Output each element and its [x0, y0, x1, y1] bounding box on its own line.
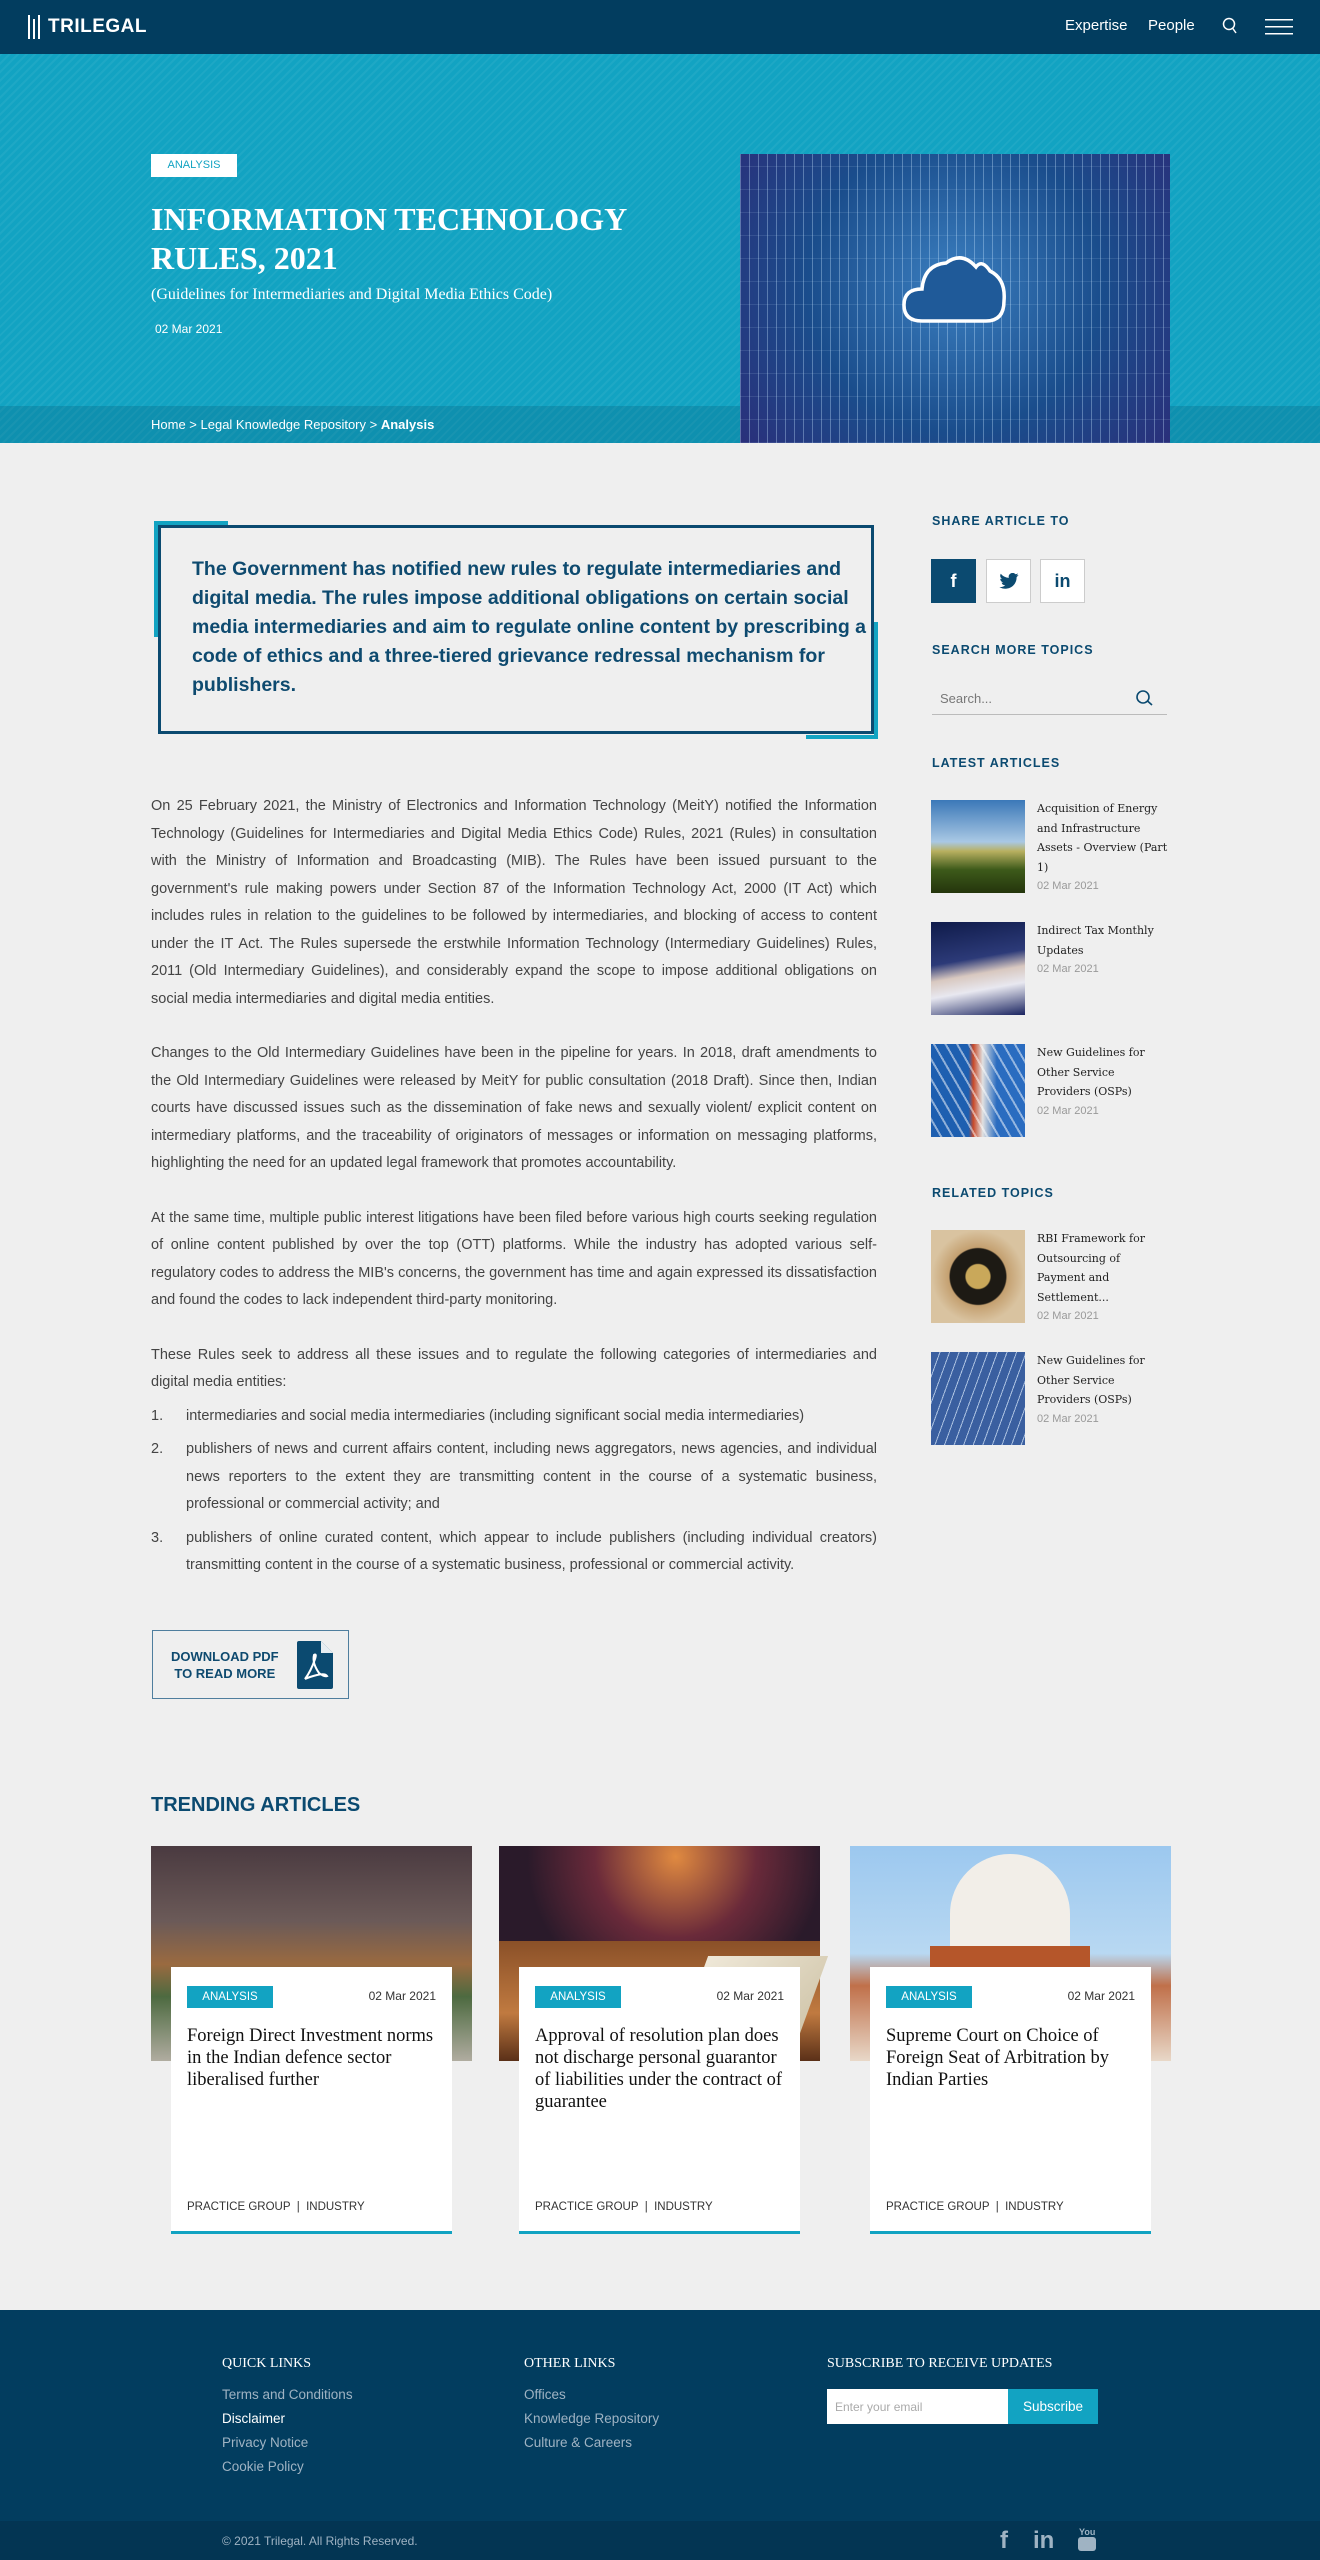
article-title: Indirect Tax Monthly Updates	[1037, 924, 1154, 957]
search-heading: SEARCH MORE TOPICS	[932, 643, 1094, 657]
page-subtitle: (Guidelines for Intermediaries and Digital Media Ethics Code)	[151, 286, 553, 303]
article-title: RBI Framework for Outsourcing of Payment and Settlement...	[1037, 1232, 1146, 1304]
subscribe-heading: SUBSCRIBE TO RECEIVE UPDATES	[827, 2356, 1053, 2371]
quote-accent	[806, 735, 878, 739]
trending-heading: TRENDING ARTICLES	[151, 1794, 361, 1816]
download-pdf-button[interactable]	[152, 1630, 349, 1699]
article-title: New Guidelines for Other Service Providers (OSPs)	[1037, 1046, 1145, 1098]
latest-articles-heading: LATEST ARTICLES	[932, 756, 1061, 770]
trilegal-logo[interactable]	[28, 13, 147, 41]
share-facebook-button[interactable]	[931, 559, 976, 603]
footer-link-knowledge[interactable]: Knowledge Repository	[524, 2411, 660, 2426]
nav-expertise[interactable]: Expertise	[1065, 17, 1128, 34]
article-thumbnail	[931, 1044, 1025, 1137]
card-date: 02 Mar 2021	[1067, 1989, 1135, 2003]
footer-link-cookie[interactable]: Cookie Policy	[222, 2459, 304, 2474]
paragraph: These Rules seek to address all these issues and to regulate the following categories of intermediaries and digital media entities:	[151, 1346, 877, 1390]
search-field	[932, 682, 1167, 715]
article-thumbnail	[931, 922, 1025, 1015]
hero-image-circuit-cloud	[740, 154, 1170, 443]
article-date: 02 Mar 2021	[1037, 1412, 1099, 1425]
paragraph: Changes to the Old Intermediary Guidelines have been in the pipeline for years. In 2018, draft amendments to the Old Intermediary Guidelines were released by MeitY for public consultation (2018 Draft). Since then, Indian courts have discussed issues such as the dissemination of fake news and sexually violent/ explicit content on intermediary platforms, and the traceability of originators of messages or information on messaging platforms, highlighting the need for an updated legal framework that promotes accountability.	[151, 1045, 877, 1171]
article-thumbnail	[931, 1352, 1025, 1445]
latest-article-item[interactable]	[931, 1044, 1171, 1137]
quote-accent	[154, 521, 228, 525]
category-tag[interactable]: ANALYSIS	[187, 1986, 273, 2008]
card-title[interactable]: Foreign Direct Investment norms in the Indian defence sector liberalised further	[187, 2026, 434, 2090]
footer-link-privacy[interactable]: Privacy Notice	[222, 2435, 309, 2450]
footer-link-careers[interactable]: Culture & Careers	[524, 2435, 633, 2450]
latest-article-item[interactable]	[931, 800, 1171, 893]
category-tag[interactable]: ANALYSIS	[151, 154, 237, 177]
article-title: New Guidelines for Other Service Providers (OSPs)	[1037, 1354, 1145, 1406]
list-number: 1.	[151, 1407, 164, 1424]
card-meta: PRACTICE GROUP | INDUSTRY	[535, 2201, 713, 2213]
trending-card[interactable]	[870, 1967, 1151, 2234]
twitter-icon	[999, 573, 1019, 589]
list-item	[151, 1436, 877, 1519]
footer-link-offices[interactable]: Offices	[524, 2387, 566, 2402]
email-input[interactable]	[827, 2389, 1008, 2424]
list-text: publishers of news and current affairs content, including news aggregators, news agencies, and individual news reporters to the extent they are transmitting content in the course of a systematic business, professional or commercial activity; and	[186, 1441, 877, 1512]
paragraph: On 25 February 2021, the Ministry of Electronics and Information Technology (MeitY) notified the Information Technology (Guidelines for Intermediaries and Digital Media Ethics Code) Rules, 2021 (Rules) in consultation with the Ministry of Information and Broadcasting (MIB). The Rules have been issued pursuant to the government's rule making powers under Section 87 of the Information Technology Act, 2000 (IT Act) which includes rules in relation to the guidelines to be followed by intermediaries, and blocking of access to content under the IT Act. The Rules supersede the erstwhile Information Technology (Intermediary Guidelines) Rules, 2011 (Old Intermediary Guidelines), and considerably expand the scope to impose additional obligations on social media intermediaries and digital media entities.	[151, 798, 877, 1007]
quick-links-list	[222, 2383, 353, 2479]
breadcrumb-separator: >	[366, 417, 381, 432]
logo-mark-icon	[28, 15, 40, 39]
related-topics-heading: RELATED TOPICS	[932, 1186, 1054, 1200]
category-tag[interactable]: ANALYSIS	[535, 1986, 621, 2008]
download-label: DOWNLOAD PDF TO READ MORE	[171, 1648, 279, 1681]
pdf-file-icon	[297, 1641, 333, 1689]
article-date: 02 Mar 2021	[1037, 1104, 1099, 1117]
card-date: 02 Mar 2021	[368, 1989, 436, 2003]
article-thumbnail	[931, 800, 1025, 893]
logo-text: TRILEGAL	[48, 16, 147, 37]
svg-text:You: You	[1079, 2527, 1096, 2537]
list-item	[151, 1525, 877, 1580]
card-meta: PRACTICE GROUP | INDUSTRY	[886, 2201, 1064, 2213]
category-tag[interactable]: ANALYSIS	[886, 1986, 972, 2008]
article-body	[151, 793, 877, 1586]
footer-link-disclaimer[interactable]: Disclaimer	[222, 2411, 286, 2426]
share-linkedin-button[interactable]	[1040, 559, 1085, 603]
other-links-heading: OTHER LINKS	[524, 2356, 616, 2371]
footer-link-terms[interactable]: Terms and Conditions	[222, 2387, 353, 2402]
article-date: 02 Mar 2021	[1037, 880, 1099, 892]
trending-card[interactable]	[519, 1967, 800, 2234]
search-icon[interactable]	[1222, 17, 1238, 40]
footer-bottom-bar	[0, 2521, 1320, 2560]
hero-banner	[0, 54, 1320, 443]
other-links-list	[524, 2383, 659, 2455]
card-title[interactable]: Approval of resolution plan does not discharge personal guarantor of liabilities under the contract of guarantee	[535, 2026, 783, 2112]
share-twitter-button[interactable]	[986, 559, 1031, 603]
search-icon[interactable]	[1135, 689, 1155, 707]
latest-article-item[interactable]	[931, 922, 1171, 1015]
quick-links-heading: QUICK LINKS	[222, 2356, 312, 2371]
publish-date: 02 Mar 2021	[155, 322, 223, 336]
linkedin-icon[interactable]: in	[1033, 2527, 1055, 2554]
facebook-icon: f	[950, 570, 957, 591]
card-title[interactable]: Supreme Court on Choice of Foreign Seat of Arbitration by Indian Parties	[886, 2026, 1109, 2090]
breadcrumb-current: Analysis	[380, 417, 435, 432]
card-date: 02 Mar 2021	[716, 1989, 784, 2003]
list-text: publishers of online curated content, which appear to include publishers (including individual creators) transmitting content in the course of a systematic business, professional or commercial activity.	[186, 1529, 877, 1573]
linkedin-icon: in	[1054, 570, 1071, 591]
card-meta: PRACTICE GROUP | INDUSTRY	[187, 2201, 365, 2213]
share-heading: SHARE ARTICLE TO	[932, 514, 1070, 528]
list-number: 3.	[151, 1529, 164, 1546]
quote-accent	[154, 521, 158, 637]
site-header	[0, 0, 1320, 54]
quote-accent	[874, 622, 878, 739]
subscribe-button[interactable]: Subscribe	[1008, 2389, 1098, 2424]
trending-card[interactable]	[171, 1967, 452, 2234]
hamburger-menu-icon[interactable]	[1265, 19, 1293, 40]
youtube-icon[interactable]	[1077, 2526, 1097, 2557]
related-topic-item[interactable]	[931, 1352, 1171, 1445]
breadcrumb-home[interactable]: Home	[151, 417, 186, 432]
article-date: 02 Mar 2021	[1037, 963, 1099, 975]
search-input[interactable]	[932, 691, 1135, 706]
facebook-icon[interactable]: f	[1000, 2527, 1008, 2554]
article-title: Acquisition of Energy and Infrastructure Assets - Overview (Part 1)	[1037, 802, 1168, 874]
breadcrumb-separator: >	[185, 417, 201, 432]
cloud-icon	[900, 249, 1010, 329]
related-topic-item[interactable]	[931, 1230, 1171, 1323]
summary-quote-text: The Government has notified new rules to regulate intermediaries and digital media. The rules impose additional obligations on certain social media intermediaries and aim to regulate online content by prescribing a code of ethics and a three-tiered grievance redressal mechanism for publishers.	[192, 558, 866, 696]
article-date: 02 Mar 2021	[1037, 1310, 1099, 1322]
copyright: © 2021 Trilegal. All Rights Reserved.	[222, 2534, 418, 2548]
breadcrumb-repository[interactable]: Legal Knowledge Repository	[200, 417, 367, 432]
paragraph: At the same time, multiple public interest litigations have been filed before various high courts seeking regulation of online content published by over the top (OTT) platforms. While the industry has adopted various self-regulatory codes to address the MIB's concerns, the government has time and again expressed its dissatisfaction and found the codes to lack independent third-party monitoring.	[151, 1209, 877, 1308]
list-item	[151, 1403, 877, 1431]
list-number: 2.	[151, 1441, 164, 1457]
list-text: intermediaries and social media intermediaries (including significant social media intermediaries)	[186, 1407, 805, 1424]
breadcrumb	[151, 417, 434, 432]
article-thumbnail	[931, 1230, 1025, 1323]
nav-people[interactable]: People	[1148, 17, 1195, 34]
page-title: INFORMATION TECHNOLOGY RULES, 2021	[151, 201, 626, 276]
